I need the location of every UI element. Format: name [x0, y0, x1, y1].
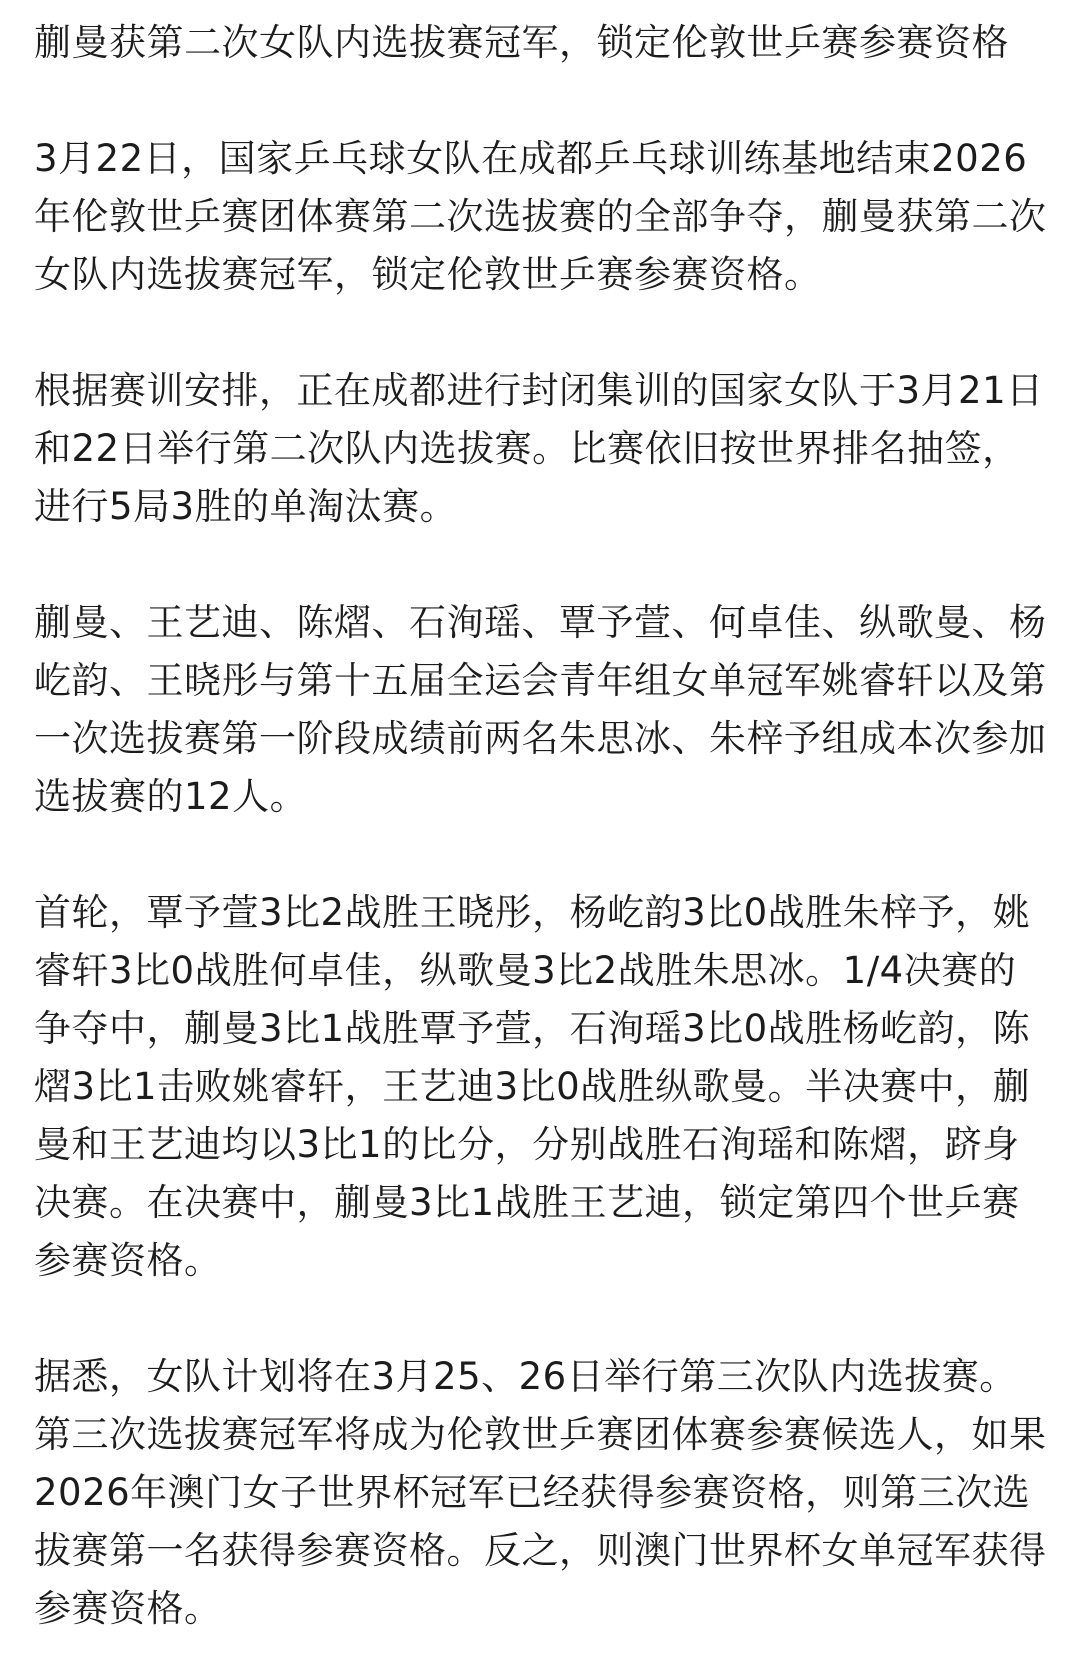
article-paragraph-3: 蒯曼、王艺迪、陈熠、石洵瑶、覃予萱、何卓佳、纵歌曼、杨屹韵、王晓彤与第十五届全运会青年组女单冠军姚睿轩以及第一次选拔赛第一阶段成绩前两名朱思冰、朱梓予组成本次参加选拔赛的12人。 — [34, 601, 1047, 818]
article-paragraph-5: 据悉，女队计划将在3月25、26日举行第三次队内选拔赛。第三次选拔赛冠军将成为伦敦世乒赛团体赛参赛候选人，如果2026年澳门女子世界杯冠军已经获得参赛资格，则第三次选拔赛第一名获得参赛资格。反之，则澳门世界杯女单冠军获得参赛资格。 — [34, 1355, 1047, 1630]
article-paragraph-4: 首轮，覃予萱3比2战胜王晓彤，杨屹韵3比0战胜朱梓予，姚睿轩3比0战胜何卓佳，纵歌曼3比2战胜朱思冰。1/4决赛的争夺中，蒯曼3比1战胜覃予萱，石洵瑶3比0战胜杨屹韵，陈熠3比1击败姚睿轩，王艺迪3比0战胜纵歌曼。半决赛中，蒯曼和王艺迪均以3比1的比分，分别战胜石洵瑶和陈熠，跻身决赛。在决赛中，蒯曼3比1战胜王艺迪，锁定第四个世乒赛参赛资格。 — [34, 891, 1031, 1282]
article-paragraph-1: 3月22日，国家乒乓球女队在成都乒乓球训练基地结束2026年伦敦世乒赛团体赛第二次选拔赛的全部争夺，蒯曼获第二次女队内选拔赛冠军，锁定伦敦世乒赛参赛资格。 — [34, 137, 1047, 296]
article-title: 蒯曼获第二次女队内选拔赛冠军，锁定伦敦世乒赛参赛资格 — [34, 21, 1009, 64]
article — [34, 14, 1050, 1638]
article-paragraph-2: 根据赛训安排，正在成都进行封闭集训的国家女队于3月21日和22日举行第二次队内选拔赛。比赛依旧按世界排名抽签，进行5局3胜的单淘汰赛。 — [34, 369, 1044, 528]
